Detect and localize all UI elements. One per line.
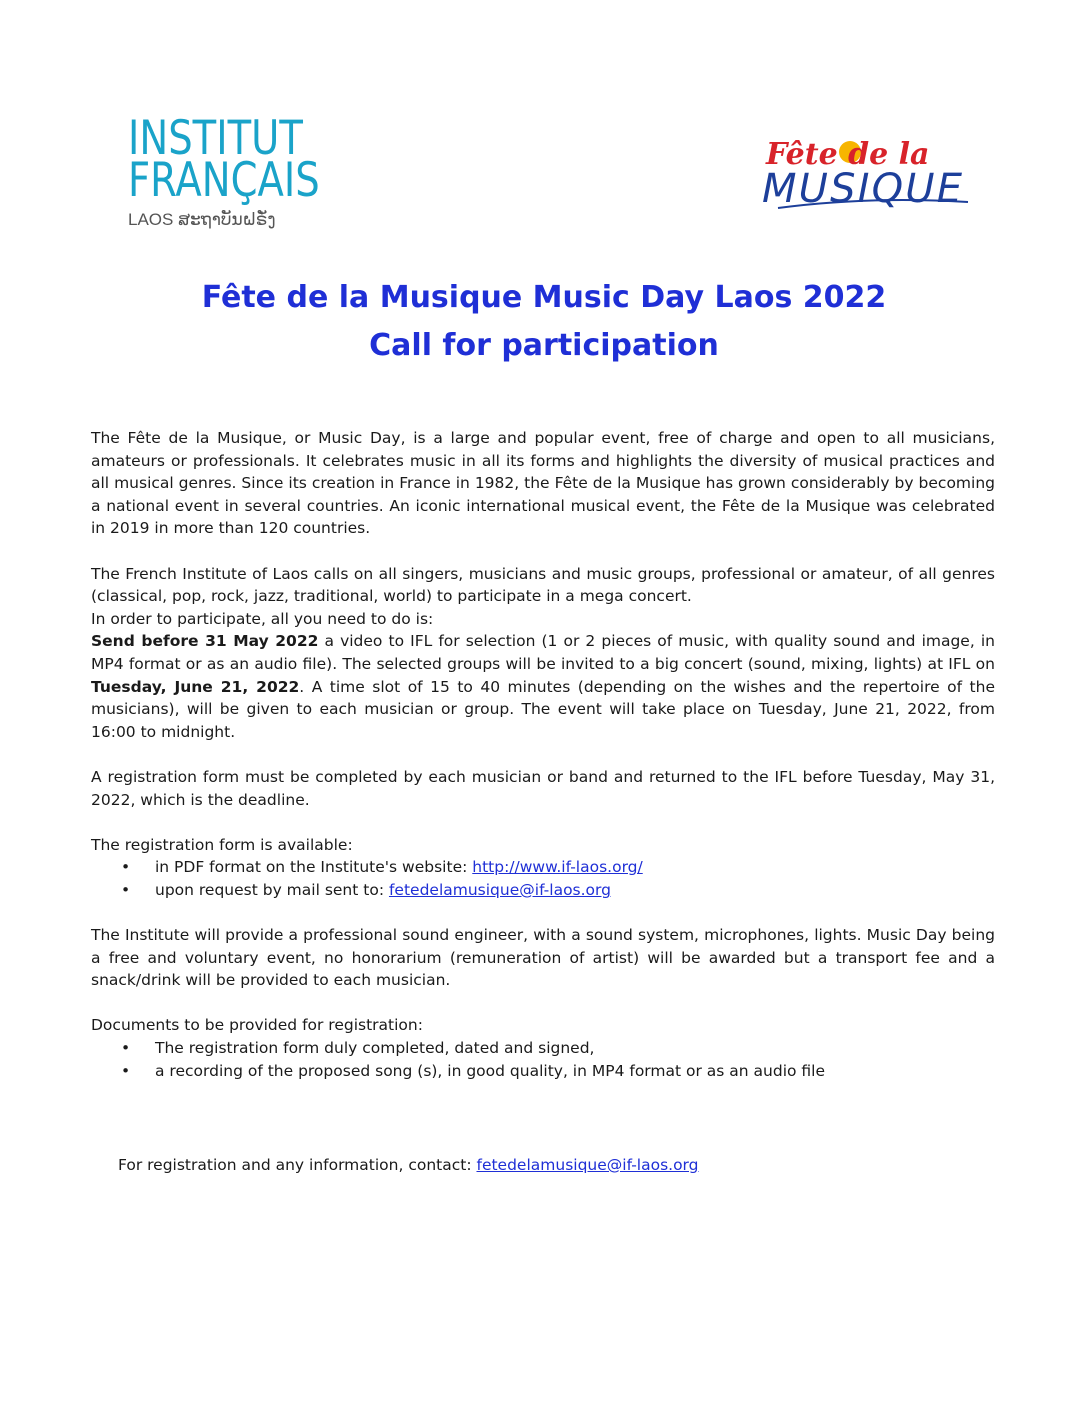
logo-subtitle-laos: LAOS ສະຖາບັນຝຣັ່ງ [128,210,276,229]
email-link[interactable]: fetedelamusique@if-laos.org [388,880,611,899]
logo-line-institut: INSTITUT [128,111,303,166]
paragraph-instructions [91,630,995,743]
list-item-text: in PDF format on the Institute's website: [155,858,473,877]
page-title [0,274,1088,370]
list-item-text: upon request by mail sent to: [155,880,389,899]
paragraph-registration: A registration form must be completed by each musician or band and returned to the IFL before Tuesday, May 31, 2022, which is the deadline. [91,767,995,809]
paragraph-intro: The Fête de la Musique, or Music Day, is a large and popular event, free of charge and open to all musicians, amateurs or professionals. It celebrates music in all its forms and highlights the diversity of musical practices and all musical genres. Since its creation in France in 1982, the Fête de la Musique has grown considerably by becoming a national event in several countries. An iconic international musical event, the Fête de la Musique was celebrated in 2019 in more than 120 countries. [91,429,995,538]
paragraph-form-available: The registration form is available: [91,835,353,854]
paragraph-documents: Documents to be provided for registration: [91,1016,423,1035]
fete-de-la-musique-logo [758,132,973,214]
website-link[interactable]: http://www.if-laos.org/ [472,858,643,877]
paragraph-provisions: The Institute will provide a professional sound engineer, with a sound system, microphones, lights. Music Day being a free and voluntary event, no honorarium (remuneration of artist) will be awarded but a transport fee and a snack/drink will be provided to each musician. [91,926,995,990]
list-item [91,879,995,902]
logo-line-francais: FRANÇAIS [128,153,320,208]
concert-date-bold: Tuesday, June 21, 2022 [91,677,300,696]
contact-email-link[interactable]: fetedelamusique@if-laos.org [476,1156,699,1174]
list-item: • a recording of the proposed song (s), in good quality, in MP4 format or as an audio file [91,1060,995,1083]
document-body [91,427,995,1082]
logo-fete-bottom: MUSIQUE [762,166,962,212]
list-item: • The registration form duly completed, dated and signed, [91,1037,995,1060]
institut-francais-logo [128,111,338,240]
contact-line [118,1154,699,1176]
availability-list [91,856,995,901]
instructions-text-2: . A time slot of 15 to 40 minutes (depending on the wishes and the repertoire of the musicians), will be given to each musician or group. The event will take place on Tuesday, June 21, 2022, from 16:00 to midnight. [91,677,995,741]
documents-list [91,1037,995,1082]
list-item [91,856,995,879]
paragraph-how-to: In order to participate, all you need to do is: [91,609,434,628]
title-line-1: Fête de la Musique Music Day Laos 2022 [201,280,887,315]
title-line-2: Call for participation [369,328,719,363]
deadline-bold: Send before 31 May 2022 [91,632,319,651]
paragraph-call: The French Institute of Laos calls on all singers, musicians and music groups, professional or amateur, of all genres (classical, pop, rock, jazz, traditional, world) to participate in a mega concert. [91,564,995,606]
instructions-text-1: a video to IFL for selection (1 or 2 pieces of music, with quality sound and image, in MP4 format or as an audio file). The selected groups will be invited to a big concert (sound, mixing, lights) at IFL on [91,632,995,673]
logo-fete-top: Fête de la [766,137,930,172]
contact-text: For registration and any information, contact: [118,1156,477,1174]
